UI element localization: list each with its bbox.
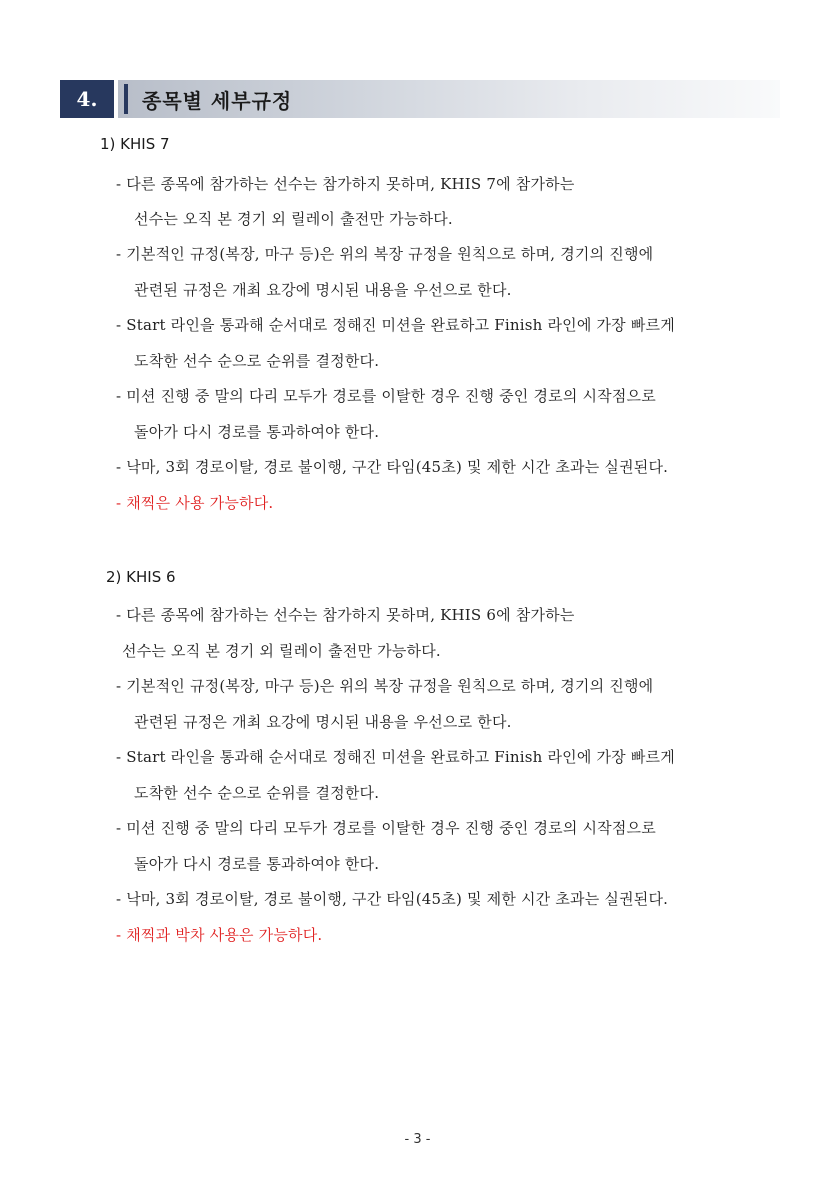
header-accent-tab — [124, 84, 128, 114]
rule-line: - 낙마, 3회 경로이탈, 경로 불이행, 구간 타임(45초) 및 제한 시간 초과는 실권된다. — [116, 890, 669, 908]
page-number: - 3 - — [404, 1132, 431, 1147]
rule-line: - Start 라인을 통과해 순서대로 정해진 미션을 완료하고 Finish 라인에 가장 빠르게 — [116, 748, 675, 766]
rule-line: 도착한 선수 순으로 순위를 결정한다. — [134, 784, 380, 802]
rule-line-highlight: - 채찍은 사용 가능하다. — [116, 494, 274, 512]
rule-line: 선수는 오직 본 경기 외 릴레이 출전만 가능하다. — [134, 210, 453, 228]
subsection-title-khis6: 2) KHIS 6 — [106, 568, 176, 586]
rule-line: 관련된 규정은 개최 요강에 명시된 내용을 우선으로 한다. — [134, 713, 512, 731]
rule-line: - 다른 종목에 참가하는 선수는 참가하지 못하며, KHIS 6에 참가하는 — [116, 606, 575, 624]
rule-line: 돌아가 다시 경로를 통과하여야 한다. — [134, 423, 380, 441]
rule-line: 돌아가 다시 경로를 통과하여야 한다. — [134, 855, 380, 873]
rule-line: - Start 라인을 통과해 순서대로 정해진 미션을 완료하고 Finish 라인에 가장 빠르게 — [116, 316, 675, 334]
rule-line: - 기본적인 규정(복장, 마구 등)은 위의 복장 규정을 원칙으로 하며, 경기의 진행에 — [116, 677, 654, 695]
rule-line: 관련된 규정은 개최 요강에 명시된 내용을 우선으로 한다. — [134, 281, 512, 299]
section-header — [60, 80, 780, 118]
rule-line-highlight: - 채찍과 박차 사용은 가능하다. — [116, 926, 323, 944]
rule-line: - 다른 종목에 참가하는 선수는 참가하지 못하며, KHIS 7에 참가하는 — [116, 175, 575, 193]
rule-line: - 기본적인 규정(복장, 마구 등)은 위의 복장 규정을 원칙으로 하며, 경기의 진행에 — [116, 245, 654, 263]
rule-line: - 미션 진행 중 말의 다리 모두가 경로를 이탈한 경우 진행 중인 경로의 시작점으로 — [116, 819, 656, 837]
rule-line: 선수는 오직 본 경기 외 릴레이 출전만 가능하다. — [122, 642, 441, 660]
section-title: 종목별 세부규정 — [142, 88, 293, 113]
subsection-title-khis7: 1) KHIS 7 — [100, 135, 170, 153]
rule-line: - 미션 진행 중 말의 다리 모두가 경로를 이탈한 경우 진행 중인 경로의 시작점으로 — [116, 387, 656, 405]
section-number: 4. — [60, 80, 114, 118]
rule-line: - 낙마, 3회 경로이탈, 경로 불이행, 구간 타임(45초) 및 제한 시간 초과는 실권된다. — [116, 458, 669, 476]
section-header-bar — [118, 80, 780, 118]
rule-line: 도착한 선수 순으로 순위를 결정한다. — [134, 352, 380, 370]
